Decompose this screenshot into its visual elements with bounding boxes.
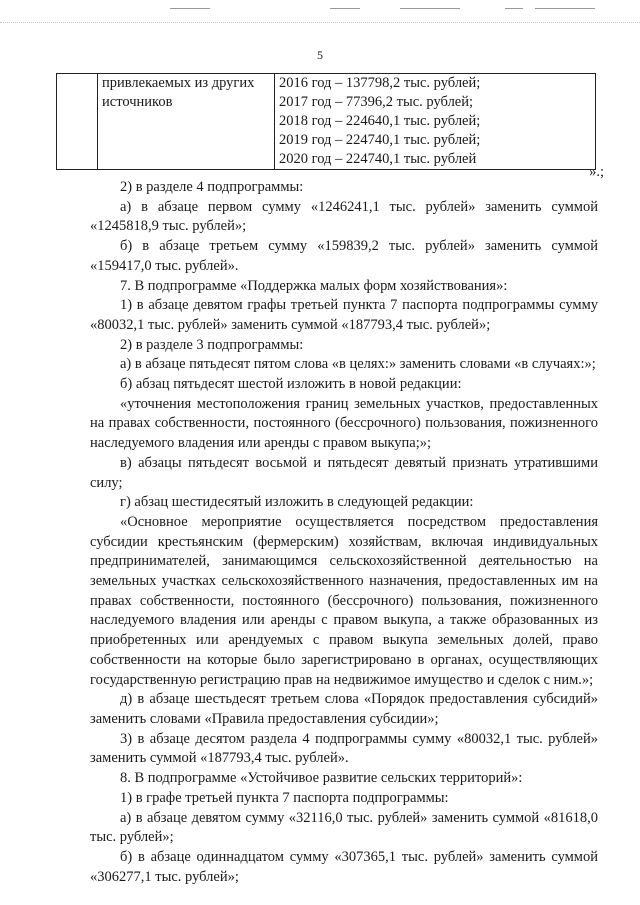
paragraph: а) в абзаце первом сумму «1246241,1 тыс. рублей» заменить суммой «1245818,9 тыс. рублей»; [90,198,598,235]
amount-line: 2016 год – 137798,2 тыс. рублей; [279,75,481,91]
paragraph: 8. В подпрограмме «Устойчивое развитие сельских территорий»: [120,770,523,787]
paragraph: 1) в абзаце девятом графы третьей пункта 7 паспорта подпрограммы сумму «80032,1 тыс. рублей» заменить суммой «187793,4 тыс. рублей»; [90,297,598,333]
scan-artifact [170,8,210,9]
paragraph: г) абзац шестидесятый изложить в следующей редакции: [120,494,474,511]
page-number: 5 [317,48,323,62]
table-cell-index [57,74,98,170]
scan-artifact [400,8,460,9]
amount-line: 2017 год – 77396,2 тыс. рублей; [279,94,474,110]
amount-line: 2020 год – 224740,1 тыс. рублей [279,151,477,167]
paragraph: 3) в абзаце десятом раздела 4 подпрограммы сумму «80032,1 тыс. рублей» заменить суммой «187793,4 тыс. рублей». [90,730,598,767]
amount-line: 2019 год – 224740,1 тыс. рублей; [279,132,481,148]
paragraph: «уточнения местоположения границ земельных участков, предоставленных на правах собственности, постоянного (бессрочного) пользования, пожизненного наследуемого владения или аренды с правом выкупа;»; [90,395,598,452]
paragraph: б) в абзаце одиннадцатом сумму «307365,1 тыс. рублей» заменить суммой «306277,1 тыс. рублей»; [90,848,598,885]
paragraph: б) в абзаце третьем сумму «159839,2 тыс. рублей» заменить суммой «159417,0 тыс. рублей». [90,238,598,274]
paragraph: а) в абзаце девятом сумму «32116,0 тыс. рублей» заменить суммой «81618,0 тыс. рублей»; [90,809,598,846]
document-body [90,178,598,887]
paragraph: 1) в графе третьей пункта 7 паспорта подпрограммы: [120,789,449,806]
paragraph: 7. В подпрограмме «Поддержка малых форм хозяйствования»: [120,277,508,294]
scan-top-edge [0,0,640,23]
passport-table [56,73,596,170]
paragraph: 2) в разделе 4 подпрограммы: [120,179,304,195]
paragraph: а) в абзаце пятьдесят пятом слова «в целях:» заменить словами «в случаях:»; [120,356,596,373]
paragraph: «Основное мероприятие осуществляется посредством предоставления субсидии крестьянским (фермерским) хозяйствам, включая индивидуальных предпринимателей, занимающимся сельскохозяйственной деятельностью на земельных участках сельскохозяйственного назначения, предоставленных им на правах собственности, постоянного (бессрочного) пользования, пожизненного наследуемого владения или аренды с правом выкупа, а также образованных из приобретенных или арендуемых с правом выкупа земельных долей, право собственности на которые было зарегистрировано в органах, осуществляющих государственную регистрацию прав на недвижимое имущество и сделок с ним.»; [90,513,598,688]
paragraph: б) абзац пятьдесят шестой изложить в новой редакции: [120,376,462,393]
scan-artifact [330,8,360,9]
amount-line: 2018 год – 224640,1 тыс. рублей; [279,113,481,129]
paragraph: в) абзацы пятьдесят восьмой и пятьдесят девятый признать утратившими силу; [90,454,598,491]
paragraph: д) в абзаце шестьдесят третьем слова «Порядок предоставления субсидий» заменить словами «Правила предоставления субсидии»; [90,691,598,727]
scan-artifact [505,8,523,9]
table-closing-mark: ».; [589,164,604,180]
paragraph: 2) в разделе 3 подпрограммы: [120,336,304,353]
table-cell-source: привлекаемых из других источников [98,74,275,170]
table-cell-amounts [275,74,596,170]
scan-artifact [535,8,595,9]
table-row [57,74,596,170]
